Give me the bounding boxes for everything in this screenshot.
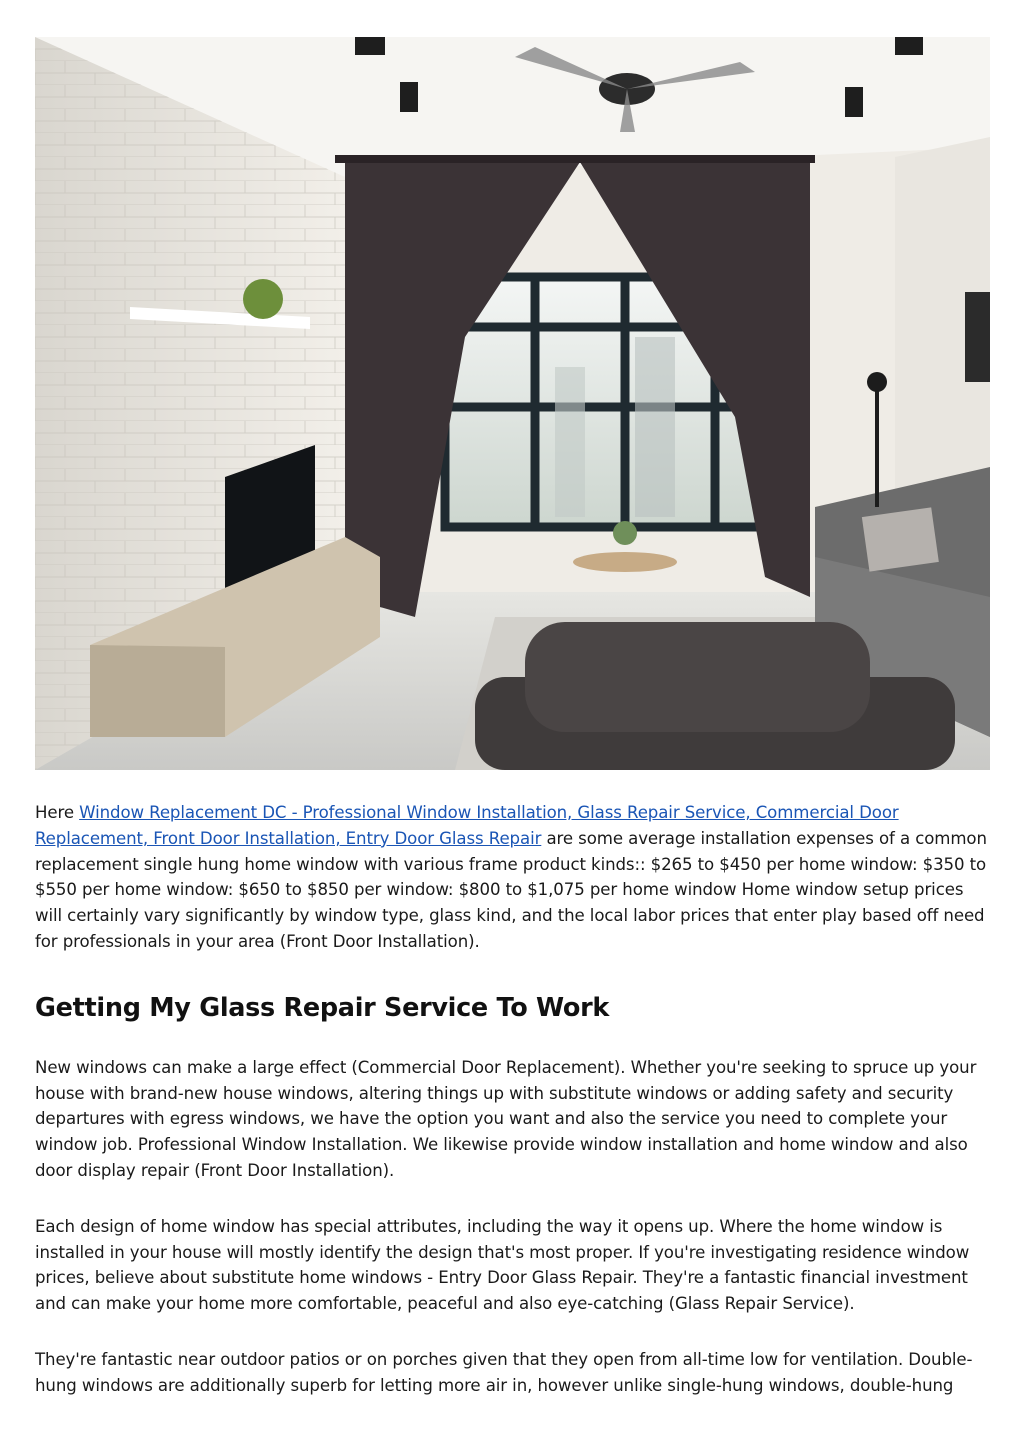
intro-rest: are some average installation expenses of a common replacement single hung home window with various frame product kinds:: $265 to $450 per home window: $350 to $550 per home window: $650 to $850 per window: $800 to $1,075 per home window Home window setup prices will certainly vary significantly by window type, glass kind, and the local labor prices that enter play based off need for professionals in your area (Front Door Installation). (35, 828, 987, 951)
intro-lead: Here (35, 803, 80, 822)
service-link[interactable]: Window Replacement DC - Professional Window Installation, Glass Repair Service, Commercial Door Replacement, Front Door Installation, Entry Door Glass Repair (35, 803, 899, 848)
article-content (35, 800, 993, 1399)
section-heading: Getting My Glass Repair Service To Work (35, 992, 610, 1023)
intro-paragraph (35, 800, 993, 955)
paragraph-new-windows: New windows can make a large effect (Commercial Door Replacement). Whether you're seeking to spruce up your house with brand-new house windows, altering things up with substitute windows or adding safety and security departures with egress windows, we have the option you want and also the service you need to complete your window job. Professional Window Installation. We likewise provide window installation and home window and also door display repair (Front Door Installation). (35, 1057, 977, 1180)
hero-image (35, 37, 990, 770)
paragraph-window-design: Each design of home window has special attributes, including the way it opens up. Where the home window is installed in your house will mostly identify the design that's most proper. If you're investigating residence window prices, believe about substitute home windows - Entry Door Glass Repair. They're a fantastic financial investment and can make your home more comfortable, peaceful and also eye-catching (Glass Repair Service). (35, 1216, 970, 1314)
living-room-photo (35, 37, 990, 770)
paragraph-patios: They're fantastic near outdoor patios or on porches given that they open from all-time low for ventilation. Double-hung windows are additionally superb for letting more air in, however unlike single-hung windows, double-hung (35, 1349, 973, 1395)
